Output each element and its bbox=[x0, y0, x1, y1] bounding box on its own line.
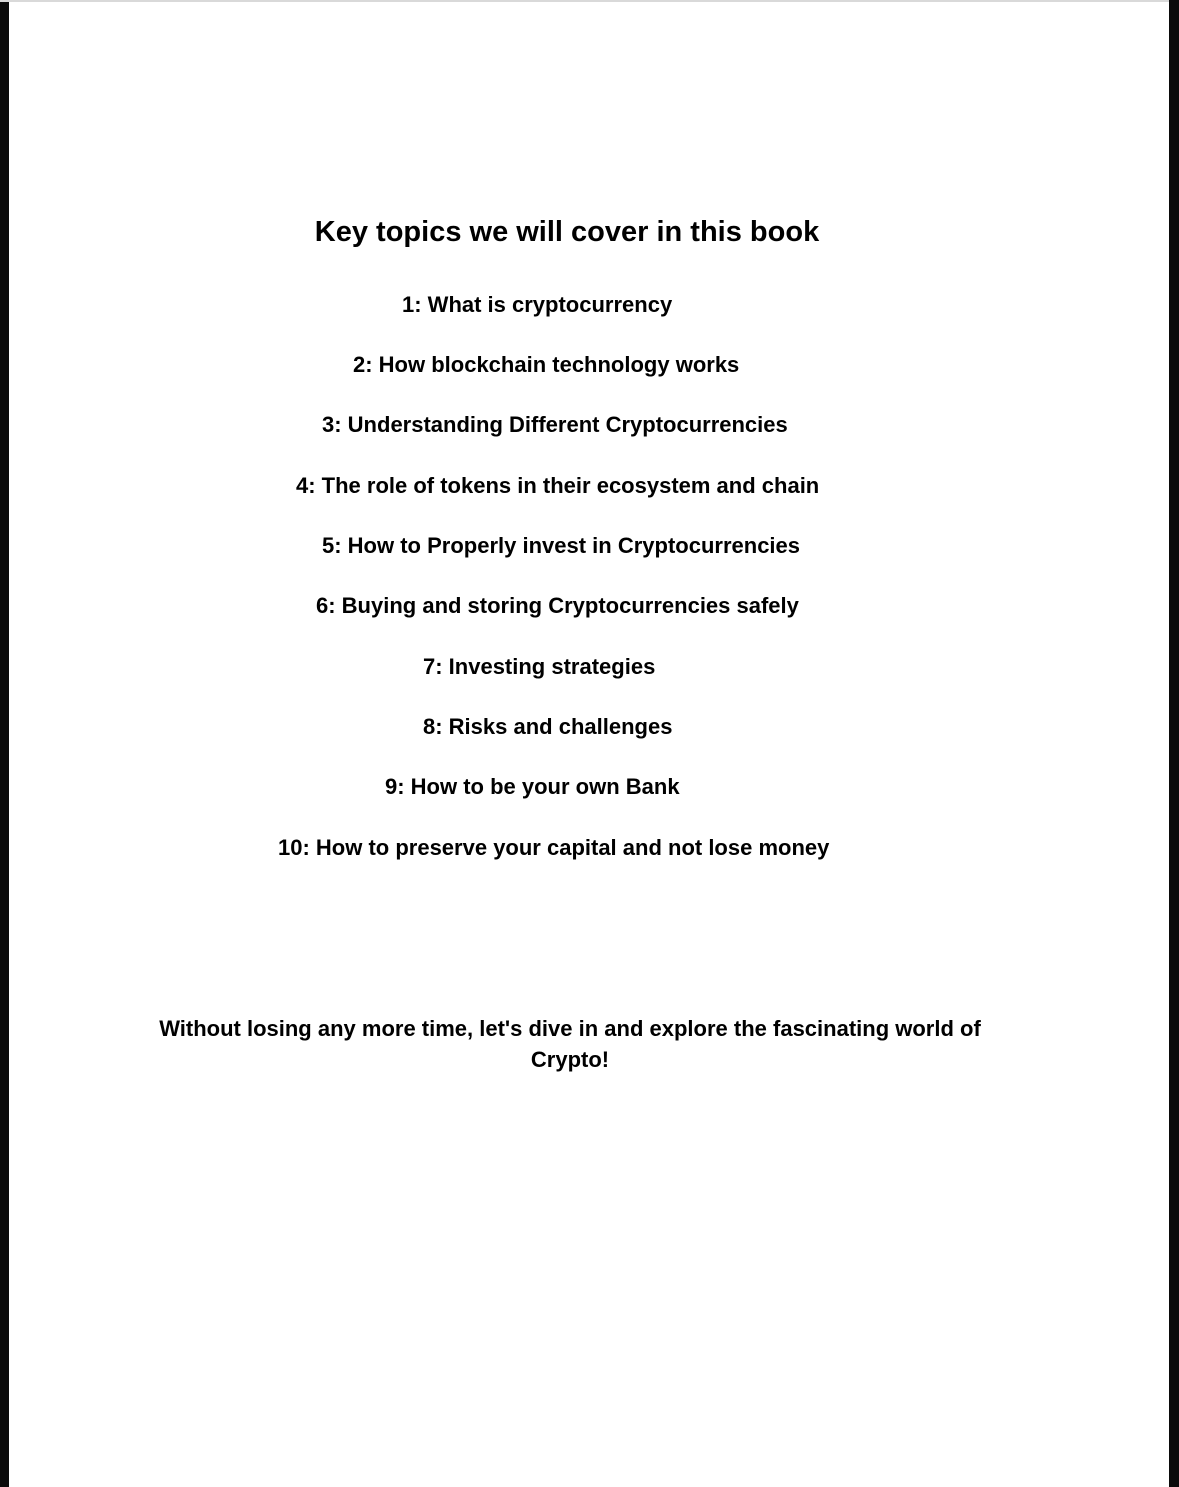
topic-item-7: 7: Investing strategies bbox=[423, 654, 656, 679]
topic-item-9: 9: How to be your own Bank bbox=[385, 774, 680, 799]
topic-item-3: 3: Understanding Different Cryptocurrencies bbox=[322, 412, 788, 437]
topic-item-1: 1: What is cryptocurrency bbox=[402, 292, 673, 317]
document-page bbox=[9, 2, 1169, 1487]
topic-item-4: 4: The role of tokens in their ecosystem and chain bbox=[296, 473, 820, 498]
topic-item-6: 6: Buying and storing Cryptocurrencies safely bbox=[316, 593, 799, 618]
topic-item-5: 5: How to Properly invest in Cryptocurrencies bbox=[322, 533, 801, 558]
viewer-right-border bbox=[1169, 0, 1179, 1487]
closing-line-1: Without losing any more time, let's dive in and explore the fascinating world of bbox=[159, 1016, 981, 1041]
topic-item-10: 10: How to preserve your capital and not lose money bbox=[278, 835, 830, 860]
topic-item-2: 2: How blockchain technology works bbox=[353, 352, 740, 377]
topic-item-8: 8: Risks and challenges bbox=[423, 714, 673, 739]
closing-line-2: Crypto! bbox=[530, 1047, 610, 1072]
closing-paragraph bbox=[9, 1013, 1131, 1075]
page-title: Key topics we will cover in this book bbox=[314, 216, 820, 248]
